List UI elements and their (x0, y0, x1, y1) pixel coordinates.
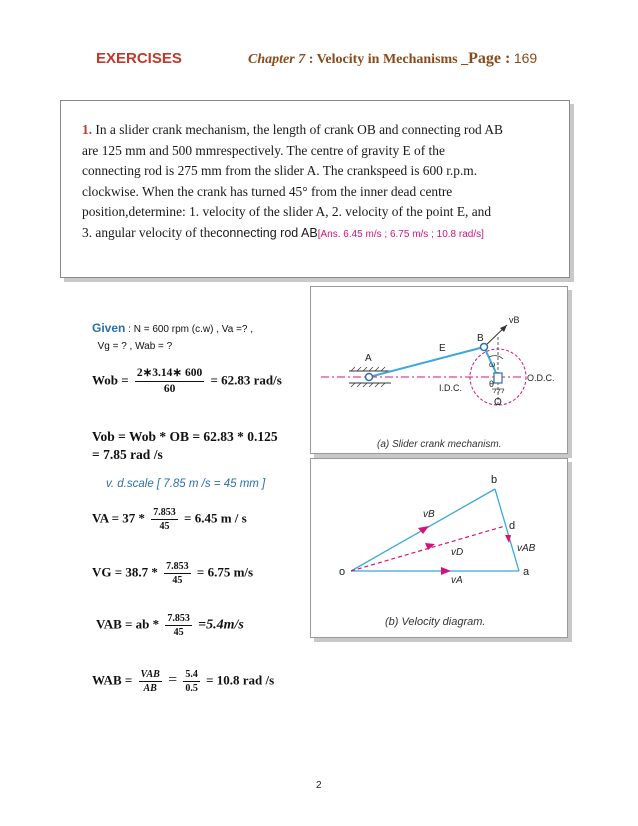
page-word: Page : (468, 50, 511, 67)
va-arrowhead (441, 567, 451, 575)
vab-lhs: VAB = ab * (96, 616, 160, 632)
wob-den: 60 (163, 383, 176, 395)
label-theta: θ (489, 379, 495, 389)
wab-num1: VAB (140, 669, 160, 680)
chapter-title: : Velocity in Mechanisms _ (305, 52, 469, 67)
va-equation (92, 506, 247, 533)
connecting-rod-ab (369, 347, 484, 377)
vb-arrowhead-b (418, 526, 429, 534)
velocity-diagram (311, 459, 567, 637)
header-exercises: EXERCISES (96, 50, 182, 67)
vab-fraction (165, 612, 192, 639)
vg-fraction (164, 560, 191, 587)
va-lhs: VA = 37 * (92, 510, 146, 526)
vg-den: 45 (172, 575, 183, 586)
label-vb-b: vB (423, 509, 435, 520)
header-chapter (248, 50, 537, 68)
given-line-1: : N = 600 rpm (c.w) , Va =? , (125, 324, 253, 335)
problem-number: 1. (82, 122, 93, 137)
wab-rhs: = 10.8 rad /s (206, 672, 275, 688)
wab-eq: = (168, 671, 178, 689)
label-o-b: o (339, 566, 346, 578)
vob-line-2: = 7.85 rad /s (92, 447, 163, 462)
label-a: A (365, 353, 372, 364)
problem-line-5: position,determine: 1. velocity of the slider A, 2. velocity of the point E, and (82, 204, 492, 219)
label-vd: vD (451, 547, 464, 558)
wab-den2: 0.5 (185, 683, 198, 694)
header-page-number: 169 (513, 50, 538, 66)
vg-num: 7.853 (166, 561, 189, 572)
given-block (92, 320, 307, 355)
line-ba (495, 489, 519, 571)
joint-a (366, 374, 373, 381)
vab-num: 7.853 (167, 613, 190, 624)
wob-equation (92, 366, 282, 397)
vab-equation (96, 612, 244, 639)
problem-line-6a: 3. angular velocity of the (82, 224, 217, 240)
problem-line-4: clockwise. When the crank has turned 45° from the inner dead centre (82, 183, 453, 199)
caption-b: (b) Velocity diagram. (385, 616, 486, 628)
problem-line-2: are 125 mm and 500 mmrespectively. The centre of gravity E of the (82, 142, 445, 158)
label-idc: I.D.C. (439, 383, 463, 393)
label-b-b: b (491, 474, 498, 486)
caption-a: (a) Slider crank mechanism. (377, 439, 502, 450)
slider-crank-diagram (311, 287, 567, 453)
label-odc: O.D.C. (527, 373, 555, 383)
problem-line-1: In a slider crank mechanism, the length of crank OB and connecting rod AB (92, 122, 503, 137)
wob-lhs: Wob = (92, 372, 129, 388)
vg-lhs: VG = 38.7 * (92, 564, 158, 580)
label-omega: ω (489, 360, 496, 369)
figure-slider-crank (310, 286, 568, 454)
wab-fraction-1 (139, 668, 162, 695)
page-number: 2 (316, 780, 322, 791)
label-va: vA (451, 575, 463, 586)
va-rhs: = 6.45 m / s (184, 510, 247, 526)
given-label: Given (92, 321, 126, 335)
label-a-b: a (523, 566, 530, 578)
given-line-2: Vg = ? , Wab = ? (97, 341, 173, 352)
va-fraction (151, 506, 178, 533)
wob-rhs: = 62.83 rad/s (210, 372, 282, 388)
wab-lhs: WAB = (92, 672, 133, 688)
va-den: 45 (159, 521, 170, 532)
chapter-word: Chapter 7 (248, 52, 306, 67)
pivot-o (494, 373, 502, 383)
wab-den1: AB (143, 683, 157, 694)
wab-fraction-2 (183, 668, 200, 695)
label-b: B (477, 333, 484, 344)
wab-num2: 5.4 (185, 669, 198, 680)
label-vb: vB (509, 315, 520, 325)
wob-fraction (135, 366, 204, 397)
vg-rhs: = 6.75 m/s (196, 564, 254, 580)
vg-equation (92, 560, 253, 587)
vab-rhs: =5.4m/s (198, 617, 244, 633)
label-vab: vAB (517, 543, 536, 554)
vob-equation (92, 428, 278, 464)
problem-text (82, 120, 558, 245)
joint-b (481, 344, 488, 351)
problem-line-3: connecting rod is 275 mm from the slider A. The crankspeed is 600 r.p.m. (82, 163, 478, 178)
vab-den: 45 (173, 627, 184, 638)
va-num: 7.853 (153, 507, 176, 518)
problem-line-6b: connecting rod AB (216, 225, 318, 240)
wab-equation (92, 668, 274, 695)
vob-line-1: Vob = Wob * OB = 62.83 * 0.125 (92, 429, 278, 444)
label-o: O (494, 397, 502, 408)
label-d-b: d (509, 520, 516, 532)
wob-num: 2∗3.14∗ 600 (135, 366, 204, 382)
figure-velocity-diagram (310, 458, 568, 638)
problem-answer: [Ans. 6.45 m/s ; 6.75 m/s ; 10.8 rad/s] (317, 228, 484, 240)
omega-arc (489, 356, 503, 359)
label-e: E (439, 343, 446, 354)
velocity-scale: v. d.scale [ 7.85 m /s = 45 mm ] (106, 478, 266, 490)
